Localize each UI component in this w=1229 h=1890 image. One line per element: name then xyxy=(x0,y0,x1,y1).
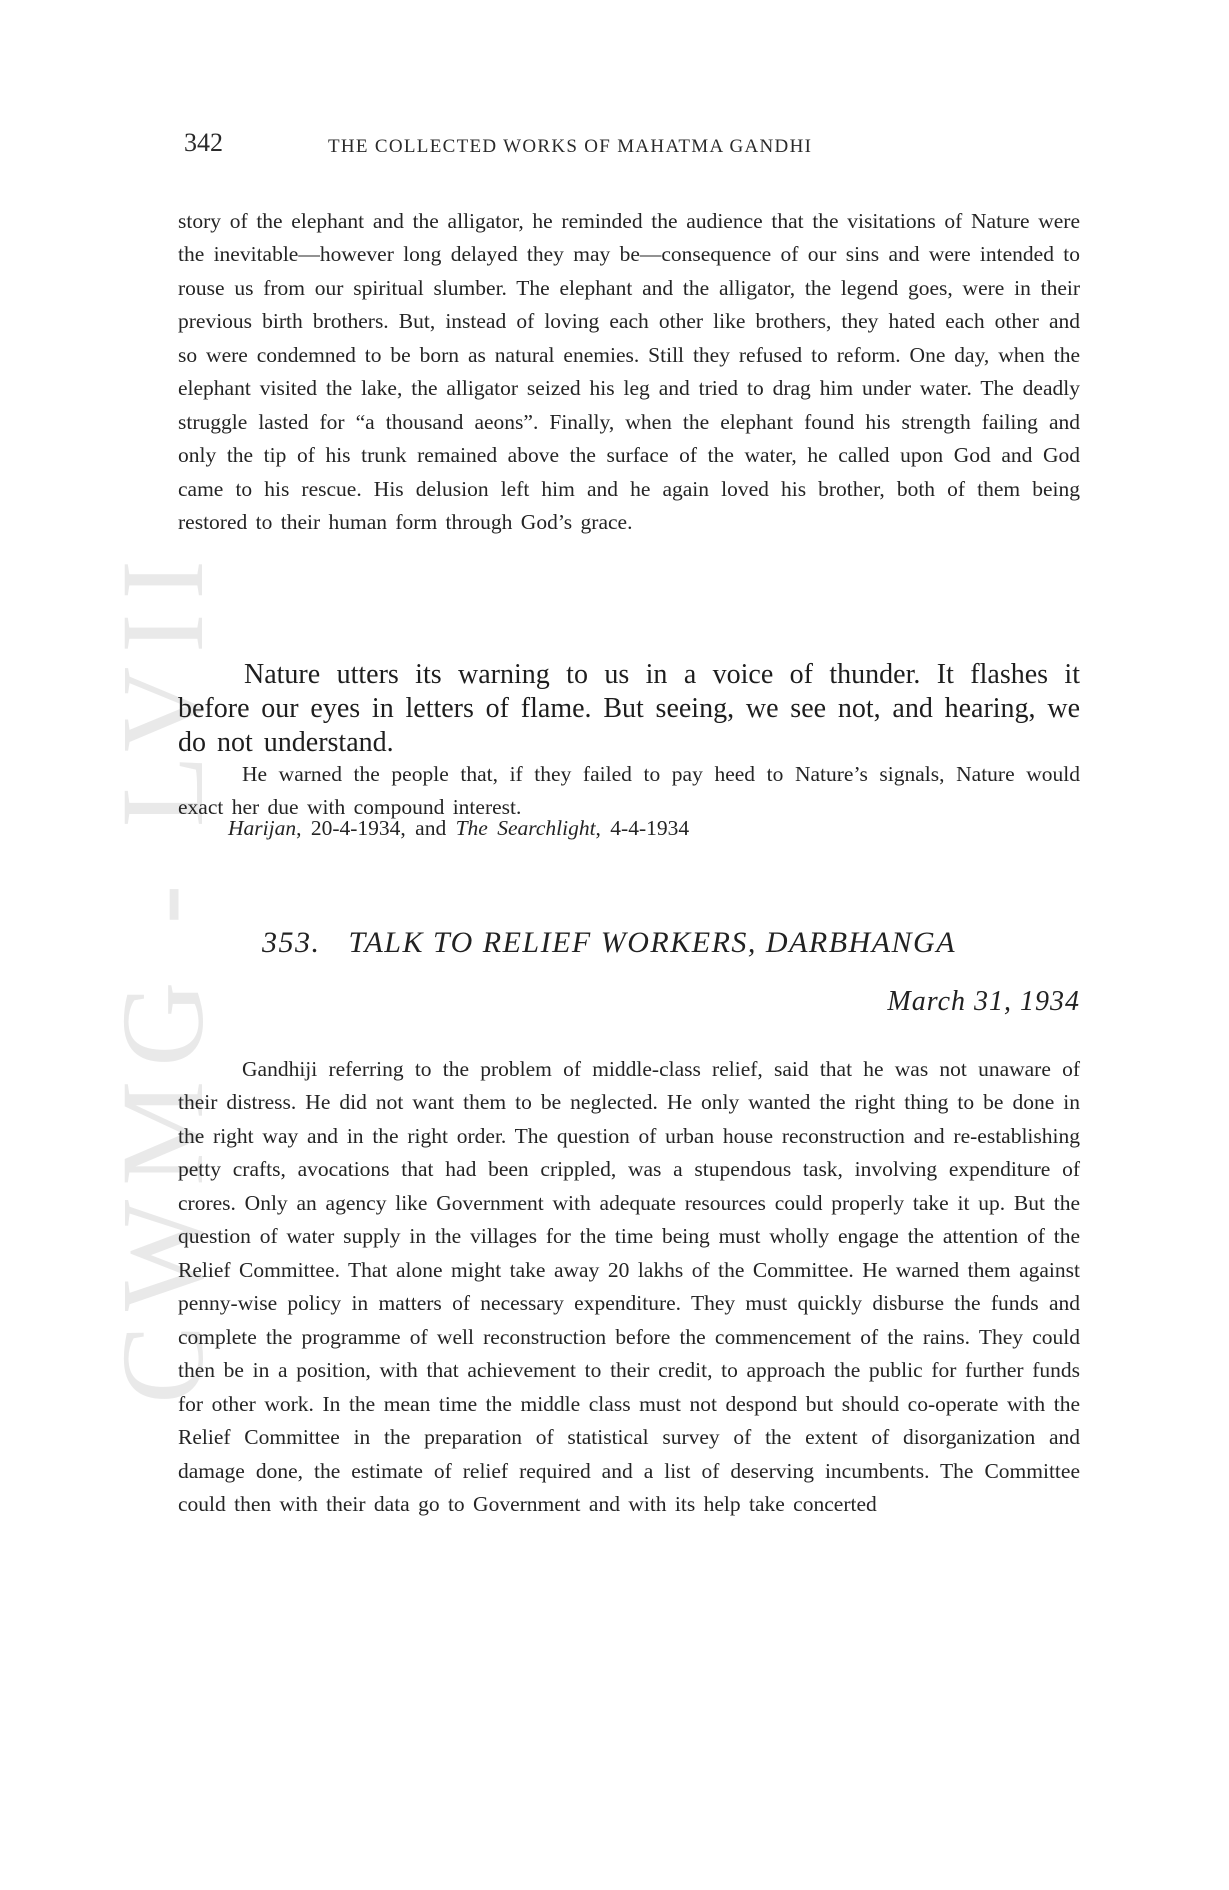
section-heading xyxy=(262,926,956,960)
source-date-2: , 4-4-1934 xyxy=(595,816,690,840)
source-citation xyxy=(228,816,689,841)
paragraph-relief-talk: Gandhiji referring to the problem of middle-class relief, said that he was not unaware of their distress. He did not want them to be neglected. He only wanted the right thing to be done in the right way and in the right order. The question of urban house reconstruction and re-establishing petty crafts, avocations that had been crippled, was a stupendous task, involving expenditure of crores. Only an agency like Government with adequate resources could properly take it up. But the question of water supply in the villages for the time being must wholly engage the attention of the Relief Committee. That alone might take away 20 lakhs of the Committee. He warned them against penny-wise policy in matters of necessary expenditure. They must quickly disburse the funds and complete the programme of well reconstruction before the commencement of the rains. They could then be in a position, with that achievement to their credit, to approach the public for further funds for other work. In the mean time the middle class must not despond but should co-operate with the Relief Committee in the preparation of statistical survey of the extent of disorganization and damage done, the estimate of relief required and a list of deserving incumbents. The Committee could then with their data go to Government and with its help take concerted xyxy=(178,1056,1080,1516)
page-header xyxy=(178,128,1080,168)
source-journal-harijan: Harijan xyxy=(228,816,297,840)
source-journal-searchlight: The Searchlight xyxy=(455,816,596,840)
page-number: 342 xyxy=(184,128,223,157)
running-head: THE COLLECTED WORKS OF MAHATMA GANDHI xyxy=(328,136,813,157)
watermark-text: CWMG - LVII xyxy=(97,546,229,1404)
source-date-1: , 20-4-1934, and xyxy=(296,816,456,840)
section-title: TALK TO RELIEF WORKERS, DARBHANGA xyxy=(348,926,957,959)
paragraph-warning: He warned the people that, if they failed to pay heed to Nature’s signals, Nature would exact her due with compound interest. xyxy=(178,761,1080,819)
section-date: March 31, 1934 xyxy=(887,986,1080,1017)
paragraph-elephant-story: story of the elephant and the alligator, he reminded the audience that the visitations of Nature were the inevitable—however long delayed they may be—consequence of our sins and were intended to rouse us from our spiritual slumber. The elephant and the alligator, the legend goes, were in their previous birth brothers. But, instead of loving each other like brothers, they hated each other and so were condemned to be born as natural enemies. Still they refused to reform. One day, when the elephant visited the lake, the alligator seized his leg and tried to drag him under water. The deadly struggle lasted for “a thousand aeons”. Finally, when the elephant found his strength failing and only the tip of his trunk remained above the surface of the water, he called upon God and God came to his rescue. His delusion left him and he again loved his brother, both of them being restored to their human form through God’s grace. xyxy=(178,208,1080,534)
block-quote: Nature utters its warning to us in a voice of thunder. It flashes it before our eyes in letters of flame. But seeing, we see not, and hearing, we do not understand. xyxy=(178,659,1080,758)
section-number: 353. xyxy=(262,926,321,959)
